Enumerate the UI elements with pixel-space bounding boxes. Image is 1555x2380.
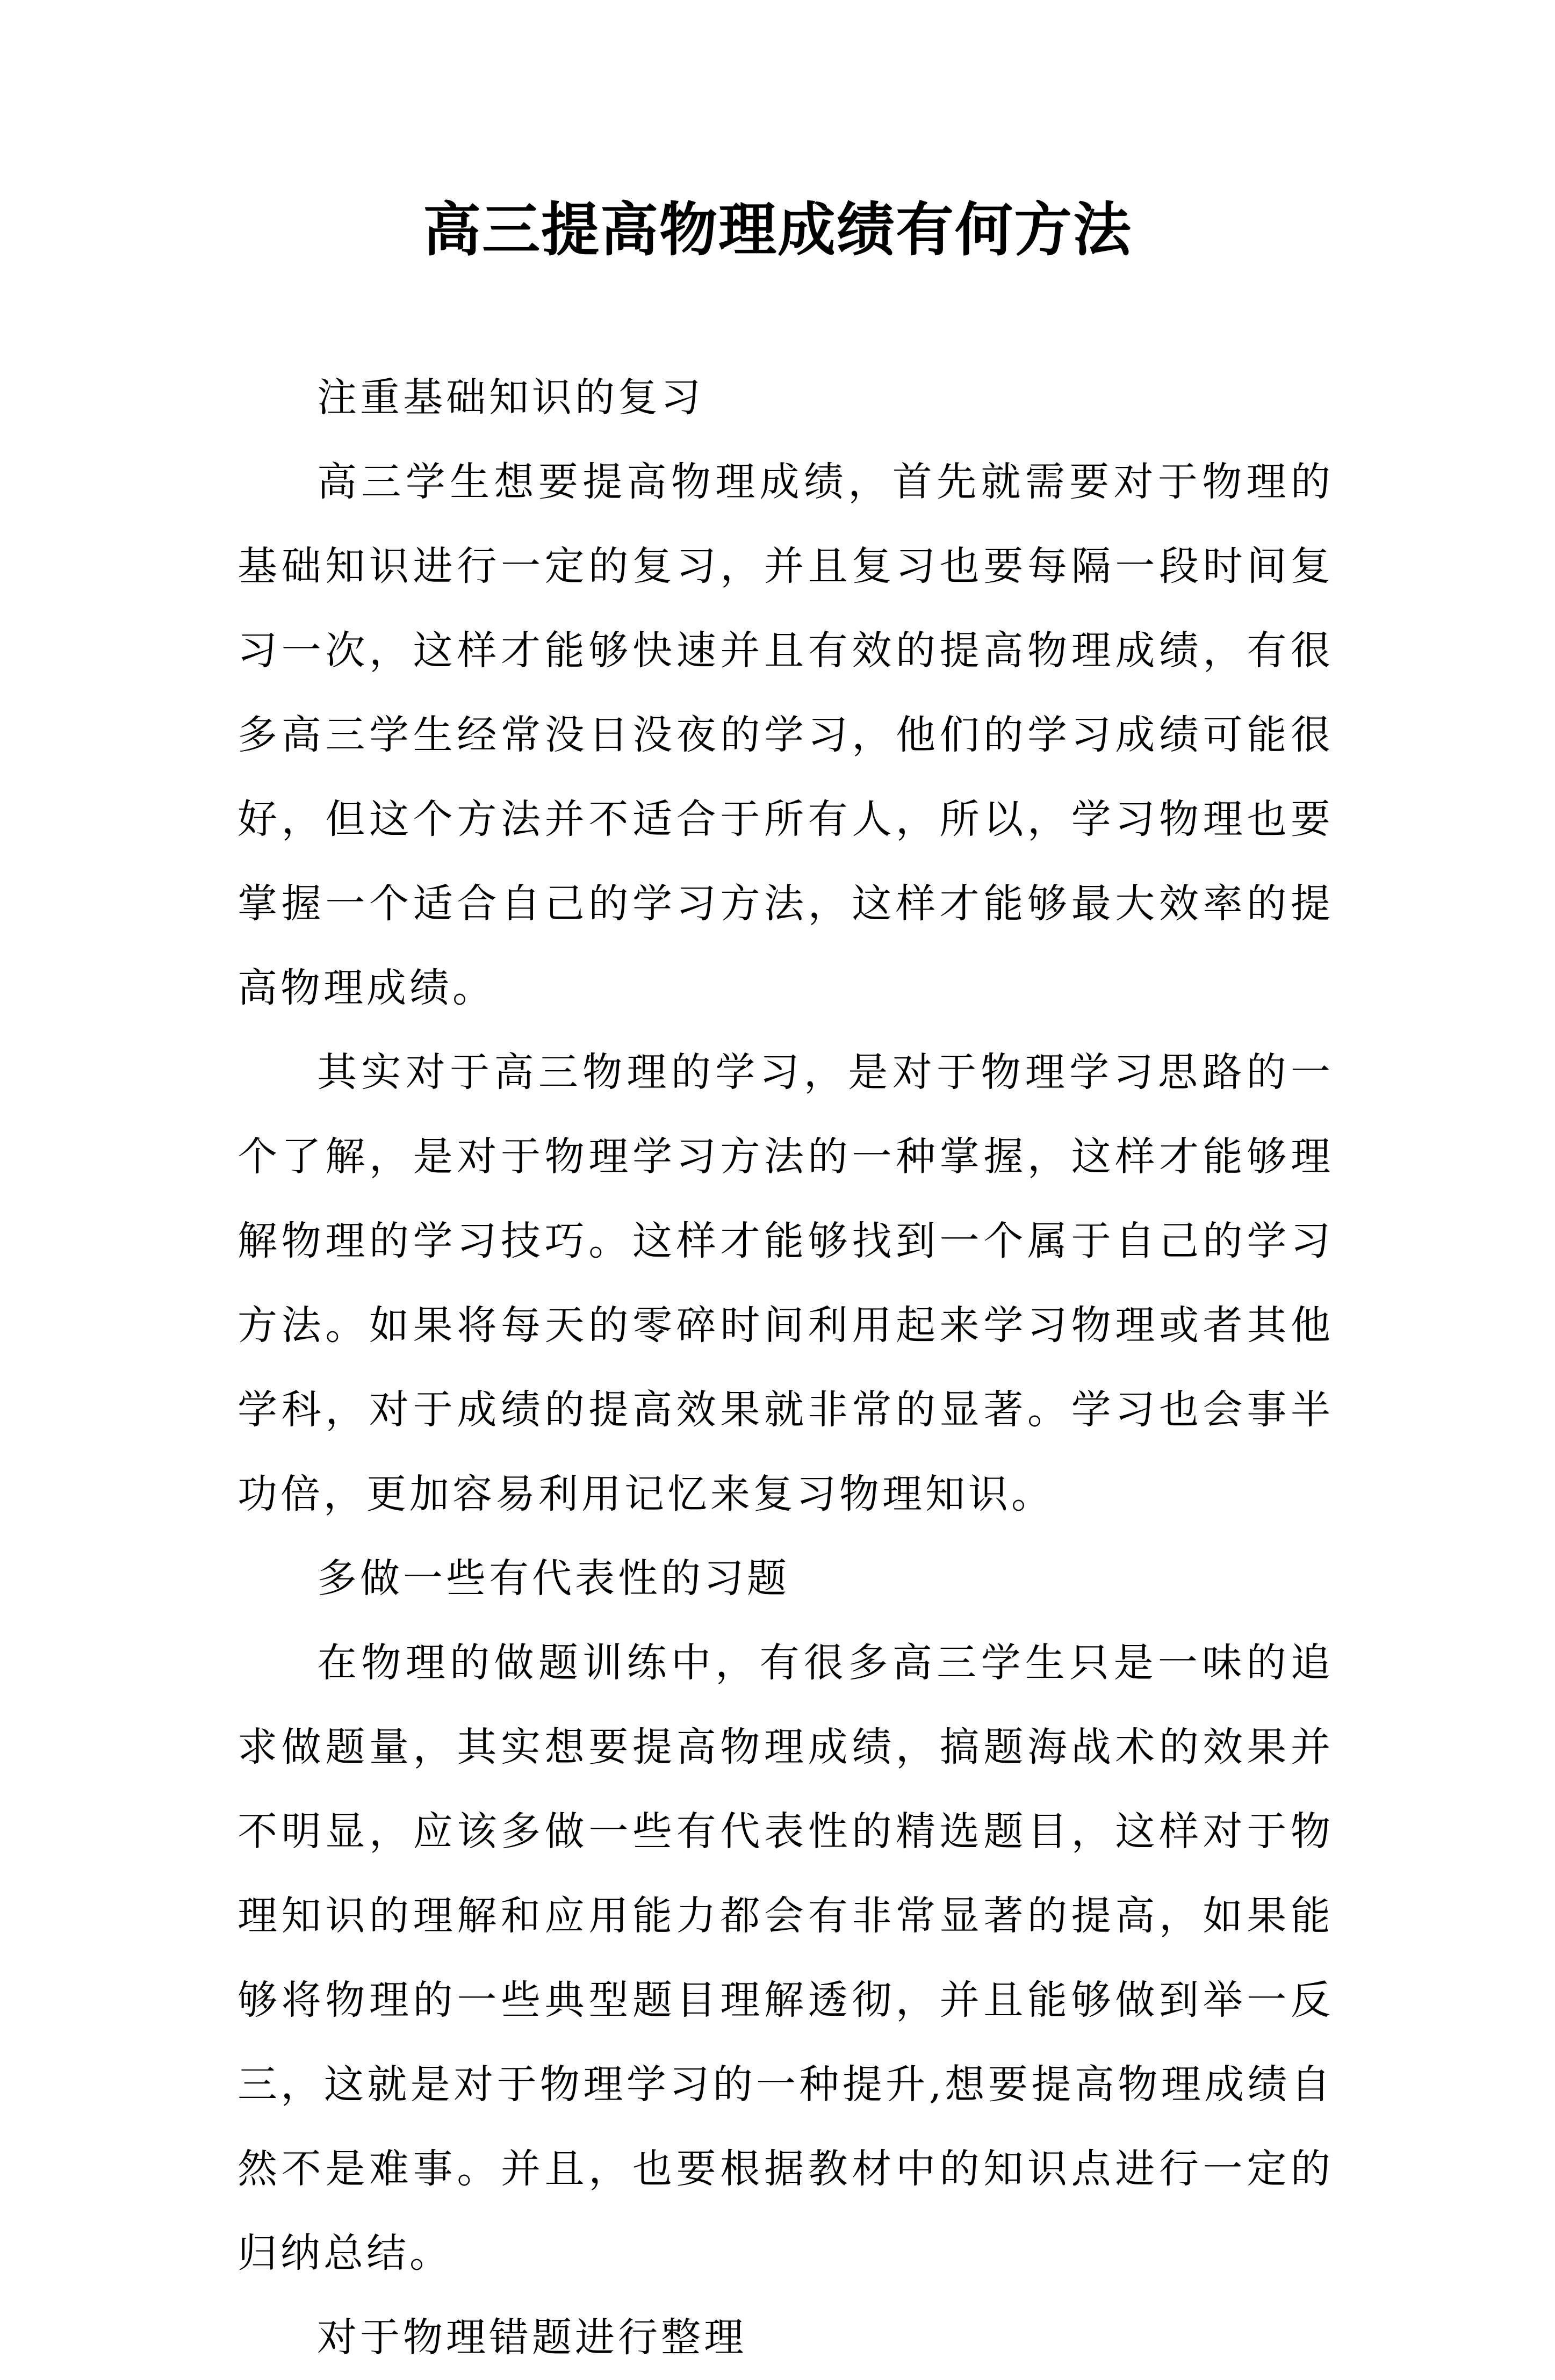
paragraph-study-method: 其实对于高三物理的学习，是对于物理学习思路的一个了解，是对于物理学习方法的一种掌握，这样才能够理解物理的学习技巧。这样才能够找到一个属于自己的学习方法。如果将每天的零碎时间利用起来学习物理或者其他学科，对于成绩的提高效果就非常的显著。学习也会事半功倍，更加容易利用记忆来复习物理知识。 — [237, 1049, 1334, 1517]
section-heading-mistakes: 对于物理错题进行整理 — [317, 2314, 747, 2361]
document-title: 高三提高物理成绩有何方法 — [422, 196, 1132, 264]
section-heading-exercises: 多做一些有代表性的习题 — [317, 1555, 790, 1602]
document-body — [237, 356, 1334, 2380]
paragraph-basics-review: 高三学生想要提高物理成绩，首先就需要对于物理的基础知识进行一定的复习，并且复习也要每隔一段时间复习一次，这样才能够快速并且有效的提高物理成绩，有很多高三学生经常没日没夜的学习，他们的学习成绩可能很好，但这个方法并不适合于所有人，所以，学习物理也要掌握一个适合自己的学习方法，这样才能够最大效率的提高物理成绩。 — [237, 459, 1334, 1011]
paragraph-exercises: 在物理的做题训练中，有很多高三学生只是一味的追求做题量，其实想要提高物理成绩，搞题海战术的效果并不明显，应该多做一些有代表性的精选题目，这样对于物理知识的理解和应用能力都会有非常显著的提高，如果能够将物理的一些典型题目理解透彻，并且能够做到举一反三，这就是对于物理学习的一种提升,想要提高物理成绩自然不是难事。并且，也要根据教材中的知识点进行一定的归纳总结。 — [237, 1640, 1334, 2276]
section-heading-basics: 注重基础知识的复习 — [317, 374, 704, 421]
